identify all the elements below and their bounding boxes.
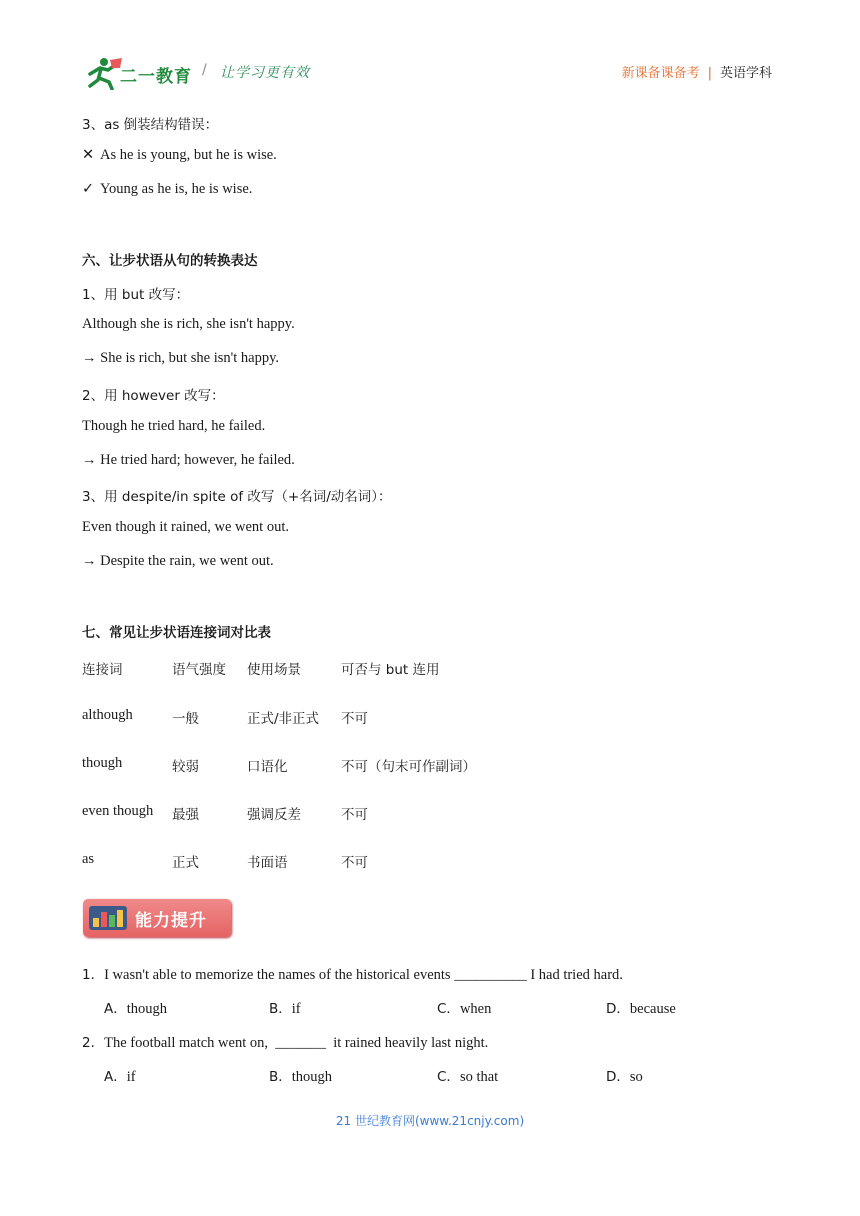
table-cell: 强调反差 (247, 807, 301, 823)
section7-heading: 七、常见让步状语连接词对比表 (82, 625, 271, 641)
wrong-example (82, 147, 277, 164)
table-header-row (82, 658, 682, 680)
option-d[interactable] (606, 997, 676, 1018)
option-letter: B． (269, 1069, 292, 1085)
runner-logo-icon (84, 56, 124, 90)
question-number: 1． (82, 967, 105, 983)
option-b[interactable] (269, 1065, 332, 1086)
table-cell: 不可（句末可作副词） (341, 759, 476, 775)
logo (84, 56, 194, 90)
table-header-cell: 使用场景 (247, 662, 301, 678)
table-cell: 口语化 (247, 759, 288, 775)
section6-item2-rewrite: → He tried hard; however, he failed. (82, 452, 295, 468)
header-course: 新课备课备考 (621, 66, 700, 81)
inversion-title: 3、as 倒装结构错误： (82, 117, 219, 133)
section6-item1-rewrite: → She is rich, but she isn't happy. (82, 350, 280, 366)
table-cell: 不可 (341, 855, 368, 871)
section6-item1-label: 1、用 but 改写： (82, 287, 190, 303)
wrong-sentence: As he is young, but he is wise. (100, 147, 277, 163)
option-c[interactable] (437, 997, 491, 1018)
table-cell: although (82, 707, 133, 723)
blocks-icon (89, 906, 127, 930)
option-a[interactable] (104, 997, 167, 1018)
table-cell: though (82, 755, 123, 771)
section6-item2-label: 2、用 however 改写： (82, 388, 225, 404)
option-letter: D． (606, 1069, 630, 1085)
table-cell: 较弱 (172, 759, 199, 775)
question-text: The football match went on, _______ it rained heavily last night. (104, 1035, 489, 1051)
table-cell: 正式 (172, 855, 199, 871)
option-letter: C． (437, 1001, 460, 1017)
option-text: so that (459, 1069, 499, 1085)
section6-item1-original: Although she is rich, she isn't happy. (82, 316, 295, 332)
section6-item2-original: Though he tried hard, he failed. (82, 418, 266, 434)
option-letter: A． (104, 1069, 127, 1085)
banner-text: 能力提升 (135, 911, 207, 931)
table-header-cell: 连接词 (82, 662, 123, 678)
question-number: 2． (82, 1035, 105, 1051)
option-letter: D． (606, 1001, 630, 1017)
option-text: because (629, 1001, 676, 1017)
table-cell: 一般 (172, 711, 199, 727)
option-text: when (459, 1001, 492, 1017)
right-sentence: Young as he is, he is wise. (100, 181, 253, 197)
option-d[interactable] (606, 1065, 643, 1086)
table-row (82, 851, 682, 873)
table-cell: as (82, 851, 95, 867)
ability-banner (83, 899, 231, 937)
check-icon: ✓ (82, 181, 95, 197)
section6-heading: 六、让步状语从句的转换表达 (82, 253, 258, 269)
table-cell: 书面语 (247, 855, 288, 871)
option-a[interactable] (104, 1065, 136, 1086)
header-subject: 英语学科 (719, 66, 772, 81)
header-separator: | (707, 66, 712, 81)
question-text: I wasn't able to memorize the names of the historical events __________ I had tried hard. (104, 967, 623, 983)
right-example (82, 181, 252, 198)
option-letter: A． (104, 1001, 127, 1017)
section6-item3-rewrite: → Despite the rain, we went out. (82, 553, 274, 569)
cross-icon: ✕ (82, 147, 95, 163)
question-1 (82, 963, 623, 984)
table-cell: 不可 (341, 807, 368, 823)
header-right (622, 62, 772, 81)
logo-text: 二一教育 (120, 67, 192, 87)
header-slogan: 让学习更有效 (220, 65, 310, 81)
header-slash: / (202, 62, 207, 78)
option-text: though (291, 1069, 333, 1085)
table-cell: 最强 (172, 807, 199, 823)
table-cell: 不可 (341, 711, 368, 727)
option-letter: C． (437, 1069, 460, 1085)
table-cell: 正式/非正式 (247, 711, 320, 727)
question-2 (82, 1031, 488, 1052)
option-text: if (126, 1069, 136, 1085)
section6-item3-label: 3、用 despite/in spite of 改写（+名词/动名词）： (82, 489, 392, 505)
table-row (82, 803, 682, 825)
option-text: though (126, 1001, 168, 1017)
page-header (0, 0, 860, 100)
option-b[interactable] (269, 997, 301, 1018)
option-letter: B． (269, 1001, 292, 1017)
option-text: so (629, 1069, 643, 1085)
option-text: if (291, 1001, 301, 1017)
table-row (82, 755, 682, 777)
table-header-cell: 可否与 but 连用 (341, 662, 440, 678)
table-cell: even though (82, 803, 154, 819)
option-c[interactable] (437, 1065, 498, 1086)
table-row (82, 707, 682, 729)
table-header-cell: 语气强度 (172, 662, 226, 678)
page-footer: 21 世纪教育网(www.21cnjy.com) (335, 1114, 525, 1128)
section6-item3-original: Even though it rained, we went out. (82, 519, 289, 535)
